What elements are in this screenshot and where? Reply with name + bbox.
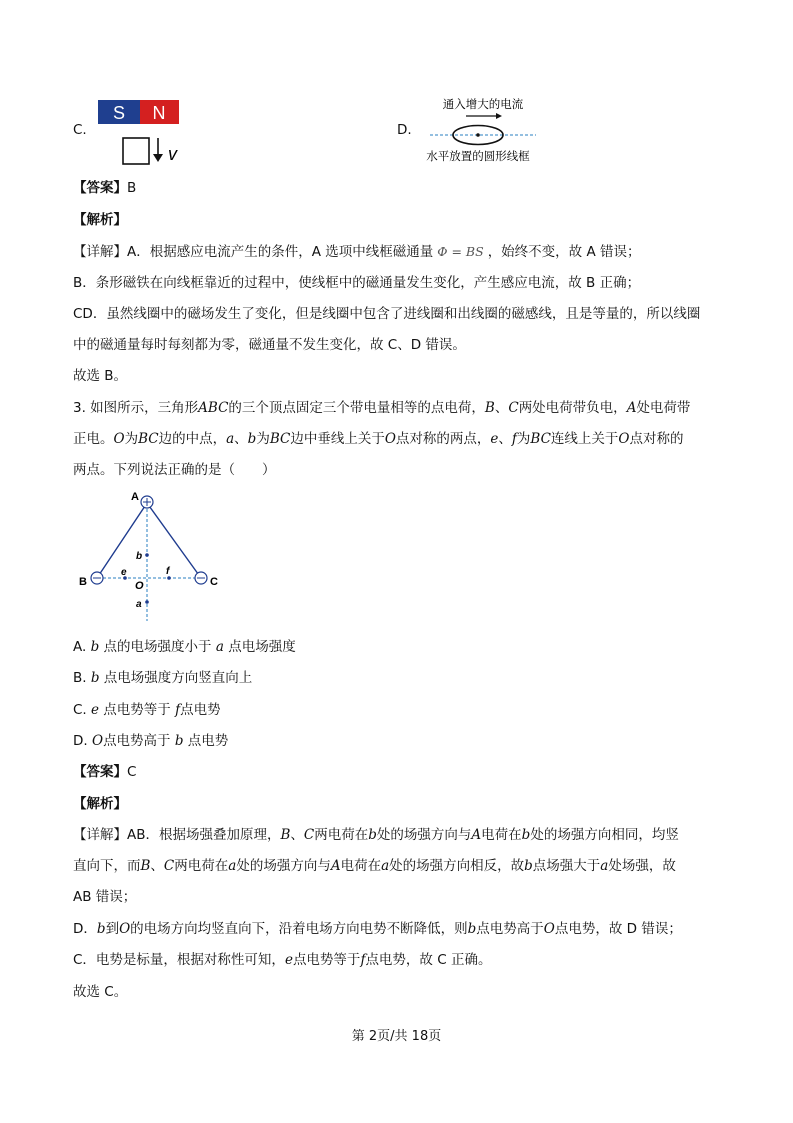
q3-analysis-line-4 <box>73 919 682 939</box>
text-segment: 点电势 <box>183 733 229 749</box>
math-symbol: e <box>490 431 499 447</box>
text-segment: 两电荷在 <box>314 827 369 843</box>
text-segment: 点的电场强度小于 <box>99 639 216 655</box>
text-segment: 点电势高于 <box>103 733 175 749</box>
text-segment: 处电荷带 <box>636 400 691 416</box>
text-segment: 为 <box>256 431 270 447</box>
math-symbol: B <box>140 858 151 874</box>
q3-detail-tag: 【详解】 <box>73 827 127 843</box>
velocity-arrow-head <box>153 154 163 162</box>
math-symbol: B <box>280 827 291 843</box>
text-segment: 故选 C。 <box>73 984 128 1000</box>
q2-answer-line <box>73 178 136 198</box>
text-segment: 电荷在 <box>481 827 522 843</box>
loop-label: 水平放置的圆形线框 <box>426 151 530 163</box>
q2-detail-tag: 【详解】 <box>73 244 127 260</box>
math-symbol: BC <box>269 431 291 447</box>
math-symbol: a <box>215 639 224 655</box>
text-segment: 点电势等于 <box>99 702 176 718</box>
math-symbol: b <box>90 670 100 686</box>
text-segment: 电荷在 <box>340 858 382 874</box>
text-segment: 两处电荷带负电， <box>518 400 627 416</box>
math-symbol: O <box>91 733 104 749</box>
math-symbol: f <box>511 431 517 447</box>
text-segment: 、 <box>494 400 509 416</box>
q3-analysis-line-1 <box>73 825 679 845</box>
label-O: O <box>135 580 144 592</box>
loop-center-dot <box>476 133 480 137</box>
q3-answer-tag: 【答案】 <box>73 764 127 780</box>
text-segment: 处的场强方向相同，均竖 <box>530 827 679 843</box>
magnet-n-text: N <box>152 103 166 123</box>
q2-line1a: A．根据感应电流产生的条件，A 选项中线框磁通量 <box>127 244 434 260</box>
text-segment: 点电势高于 <box>476 921 544 937</box>
text-segment: 点对称的 <box>629 431 684 447</box>
text-segment: 到 <box>105 921 120 937</box>
text-segment: 、 <box>498 431 512 447</box>
q2-analysis-tag: 【解析】 <box>73 212 127 228</box>
q2-line1b: ，始终不变，故 A 错误； <box>487 244 641 260</box>
text-segment: 点电势，故 C 正确。 <box>365 952 492 968</box>
q2-answer-tag: 【答案】 <box>73 180 127 196</box>
magnet-loop-figure <box>95 98 190 168</box>
text-segment: 两电荷在 <box>174 858 229 874</box>
math-symbol: O <box>119 921 131 937</box>
math-symbol: b <box>524 858 533 874</box>
math-symbol: A <box>330 858 341 874</box>
math-symbol: B <box>484 400 495 416</box>
text-segment: 处的场强方向与 <box>376 827 472 843</box>
text-segment: 的电场方向均竖直向下，沿着电场方向电势不断降低，则 <box>130 921 468 937</box>
magnet-s-text: S <box>112 103 126 123</box>
label-a: a <box>136 599 142 610</box>
math-symbol: f <box>175 702 181 718</box>
label-C: C <box>210 576 218 588</box>
option-c-label: C. <box>73 122 87 138</box>
q2-analysis-line-3: CD．虽然线圈中的磁场发生了变化，但是线圈中包含了进线圈和出线圈的磁感线，且是等量的，所以线圈 <box>73 306 701 322</box>
math-symbol: b <box>368 827 377 843</box>
q3-answer-line <box>73 762 136 782</box>
text-segment: 直向下，而 <box>73 858 141 874</box>
label-b: b <box>136 551 143 562</box>
text-segment: C．电势是标量，根据对称性可知， <box>73 952 285 968</box>
math-symbol: A <box>626 400 637 416</box>
math-symbol: a <box>228 858 237 874</box>
text-segment: AB 错误； <box>73 889 137 905</box>
q3-stem-line-3 <box>73 460 276 480</box>
math-symbol: b <box>96 921 106 937</box>
math-symbol: BC <box>530 431 551 447</box>
math-symbol: ABC <box>198 400 229 416</box>
q3-stem-line-2 <box>73 429 684 449</box>
text-segment: 点场强大于 <box>532 858 601 874</box>
math-symbol: O <box>384 431 396 447</box>
text-segment: 点电势，故 D 错误； <box>554 921 682 937</box>
velocity-label: v <box>168 144 177 164</box>
text-segment: 为 <box>124 431 139 447</box>
text-segment: 两点。下列说法正确的是（ ） <box>73 462 276 478</box>
q2-analysis-line-2: B．条形磁铁在向线框靠近的过程中，使线框中的磁通量发生变化，产生感应电流，故 B 正确； <box>73 275 641 291</box>
math-symbol: BC <box>138 431 159 447</box>
text-segment: 3. 如图所示，三角形 <box>73 400 199 416</box>
point-b <box>145 553 149 557</box>
q2-analysis-line-1 <box>73 242 641 262</box>
math-symbol: a <box>381 858 390 874</box>
text-segment: D. <box>73 733 92 749</box>
text-segment: 点电场强度方向竖直向上 <box>99 670 253 686</box>
text-segment: 点电势等于 <box>292 952 361 968</box>
q3-option-c <box>73 700 221 720</box>
math-symbol: b <box>521 827 531 843</box>
option-d-label: D. <box>397 122 412 138</box>
text-segment: 处的场强方向相反，故 <box>389 858 525 874</box>
q2-conclusion: 故选 B。 <box>73 368 128 384</box>
text-segment: 处场强，故 <box>608 858 676 874</box>
label-B: B <box>79 576 87 588</box>
text-segment: 连线上关于 <box>550 431 619 447</box>
label-f: f <box>166 566 170 577</box>
q3-option-d <box>73 731 228 751</box>
q3-analysis-1-text <box>127 827 679 843</box>
text-segment: C. <box>73 702 92 718</box>
q3-analysis-line-2 <box>73 856 676 876</box>
q3-analysis-line-3 <box>73 887 136 907</box>
page-footer: 第 2页/共 18页 <box>351 1029 442 1044</box>
text-segment: AB．根据场强叠加原理， <box>127 827 281 843</box>
math-symbol: f <box>360 952 366 968</box>
math-symbol: b <box>174 733 184 749</box>
flux-formula: Φ = BS <box>437 244 484 259</box>
edge-ac <box>147 503 201 578</box>
q3-option-b <box>73 668 252 688</box>
math-symbol: C <box>163 858 175 874</box>
text-segment: 处的场强方向与 <box>236 858 331 874</box>
text-segment: D． <box>73 921 97 937</box>
q3-analysis-line-5 <box>73 950 491 970</box>
math-symbol: O <box>618 431 630 447</box>
text-segment: A. <box>73 639 91 655</box>
point-a <box>145 600 149 604</box>
q3-analysis-tag: 【解析】 <box>73 796 127 812</box>
math-symbol: a <box>226 431 235 447</box>
text-segment: 点电势 <box>180 702 221 718</box>
current-label: 通入增大的电流 <box>442 99 524 111</box>
math-symbol: b <box>90 639 100 655</box>
math-symbol: C <box>508 400 519 416</box>
text-segment: 正电。 <box>73 431 114 447</box>
square-loop <box>123 138 149 164</box>
math-symbol: a <box>600 858 609 874</box>
label-e: e <box>121 567 127 578</box>
text-segment: 点电场强度 <box>223 639 296 655</box>
label-A: A <box>131 491 139 503</box>
math-symbol: A <box>471 827 482 843</box>
math-symbol: e <box>284 952 293 968</box>
q2-analysis-line-4: 中的磁通量每时每刻都为零，磁通量不发生变化，故 C、D 错误。 <box>73 337 466 353</box>
math-symbol: O <box>113 431 125 447</box>
math-symbol: O <box>543 921 555 937</box>
text-segment: 、 <box>234 431 248 447</box>
math-symbol: e <box>91 702 100 718</box>
text-segment: 边的中点， <box>158 431 227 447</box>
text-segment: 为 <box>516 431 531 447</box>
q3-stem-line-1 <box>73 398 690 418</box>
text-segment: B. <box>73 670 91 686</box>
math-symbol: b <box>467 921 477 937</box>
math-symbol: C <box>303 827 315 843</box>
text-segment: 、 <box>290 827 304 843</box>
triangle-charges-figure <box>76 486 236 626</box>
q3-conclusion <box>73 982 127 1002</box>
text-segment: 、 <box>150 858 164 874</box>
text-segment: 点对称的两点， <box>395 431 491 447</box>
text-segment: 的三个顶点固定三个带电量相等的点电荷， <box>228 400 485 416</box>
current-arrow-head <box>496 113 502 119</box>
text-segment: 边中垂线上关于 <box>290 431 385 447</box>
q3-option-a <box>73 637 296 657</box>
q3-answer: C <box>127 764 137 780</box>
math-symbol: b <box>247 431 257 447</box>
q2-answer: B <box>127 180 137 196</box>
circular-loop-figure <box>418 94 548 166</box>
